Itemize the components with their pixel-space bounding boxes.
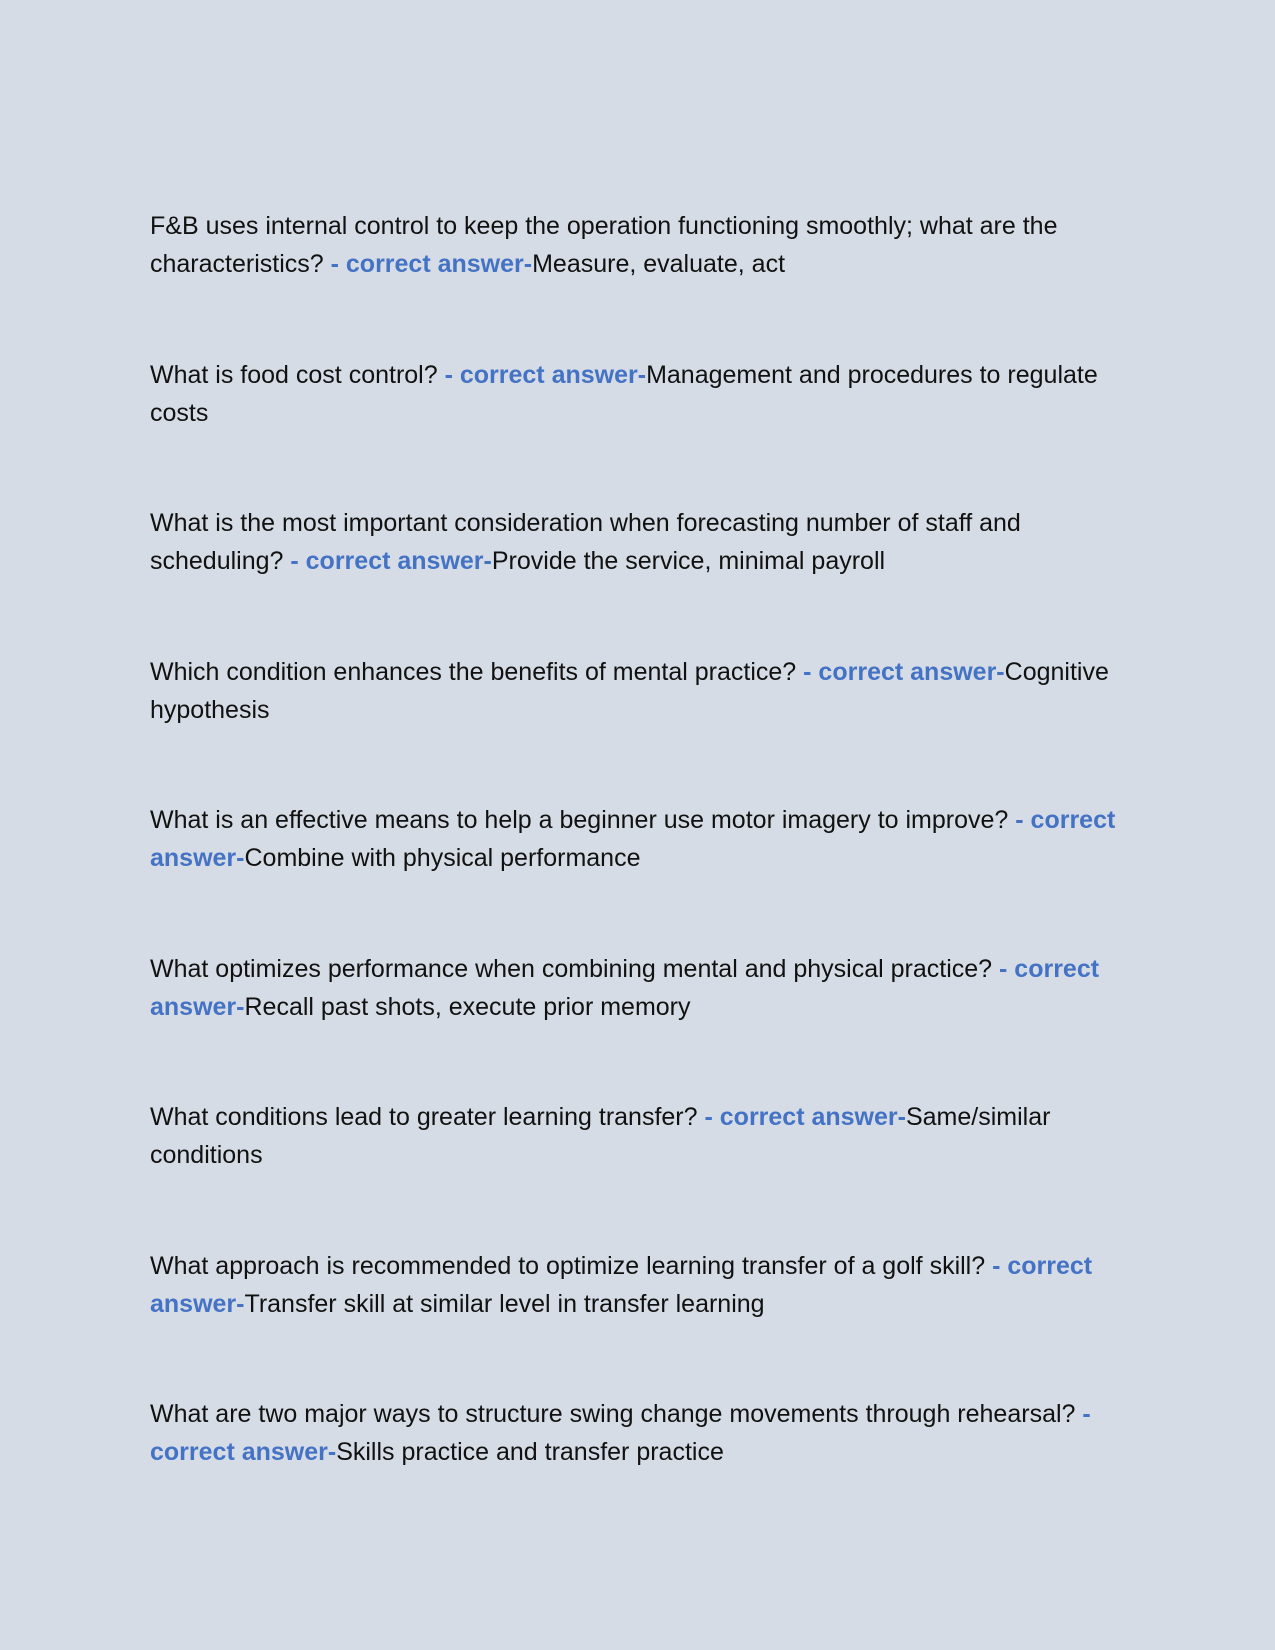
answer-tag: - correct answer- bbox=[150, 1251, 1093, 1318]
question-text: F&B uses internal control to keep the operation functioning smoothly; what are the characteristics? bbox=[150, 212, 1058, 278]
qa-item bbox=[150, 207, 1130, 356]
qa-item bbox=[150, 504, 1130, 653]
answer-tag: - correct answer- bbox=[796, 657, 1005, 686]
qa-item bbox=[150, 1395, 1130, 1544]
question-text: What approach is recommended to optimize learning transfer of a golf skill? bbox=[150, 1251, 986, 1280]
qa-item bbox=[150, 950, 1130, 1099]
answer-text: Measure, evaluate, act bbox=[532, 250, 786, 278]
question-text: What are two major ways to structure swing change movements through rehearsal? bbox=[150, 1400, 1076, 1428]
answer-text: Transfer skill at similar level in transfer learning bbox=[244, 1289, 765, 1318]
answer-tag: - correct answer- bbox=[437, 360, 647, 389]
answer-text: Provide the service, minimal payroll bbox=[491, 547, 886, 575]
answer-text: Same/similar conditions bbox=[150, 1103, 1051, 1169]
answer-tag: - correct answer- bbox=[283, 547, 492, 575]
qa-item bbox=[150, 1247, 1130, 1396]
answer-text: Management and procedures to regulate costs bbox=[150, 360, 1098, 427]
answer-text: Recall past shots, execute prior memory bbox=[244, 992, 691, 1021]
qa-item bbox=[150, 1098, 1130, 1247]
question-text: What is an effective means to help a beginner use motor imagery to improve? bbox=[150, 806, 1009, 834]
answer-tag: - correct answer- bbox=[697, 1103, 906, 1131]
answer-tag: - correct answer- bbox=[150, 954, 1100, 1021]
question-text: What is food cost control? bbox=[150, 360, 438, 389]
answer-text: Combine with physical performance bbox=[244, 844, 641, 872]
answer-tag: - correct answer- bbox=[150, 806, 1116, 872]
question-text: What optimizes performance when combining mental and physical practice? bbox=[150, 954, 993, 983]
answer-tag: - correct answer- bbox=[150, 1400, 1091, 1466]
question-text: What conditions lead to greater learning transfer? bbox=[150, 1103, 698, 1131]
answer-text: Skills practice and transfer practice bbox=[336, 1438, 724, 1466]
qa-list bbox=[150, 207, 1130, 1544]
qa-item bbox=[150, 356, 1130, 505]
answer-text: Cognitive hypothesis bbox=[150, 657, 1109, 724]
qa-item bbox=[150, 653, 1130, 802]
answer-tag: - correct answer- bbox=[323, 250, 533, 278]
qa-item bbox=[150, 801, 1130, 950]
question-text: Which condition enhances the benefits of mental practice? bbox=[150, 657, 797, 686]
question-text: What is the most important consideration when forecasting number of staff and scheduling? bbox=[150, 509, 1021, 575]
